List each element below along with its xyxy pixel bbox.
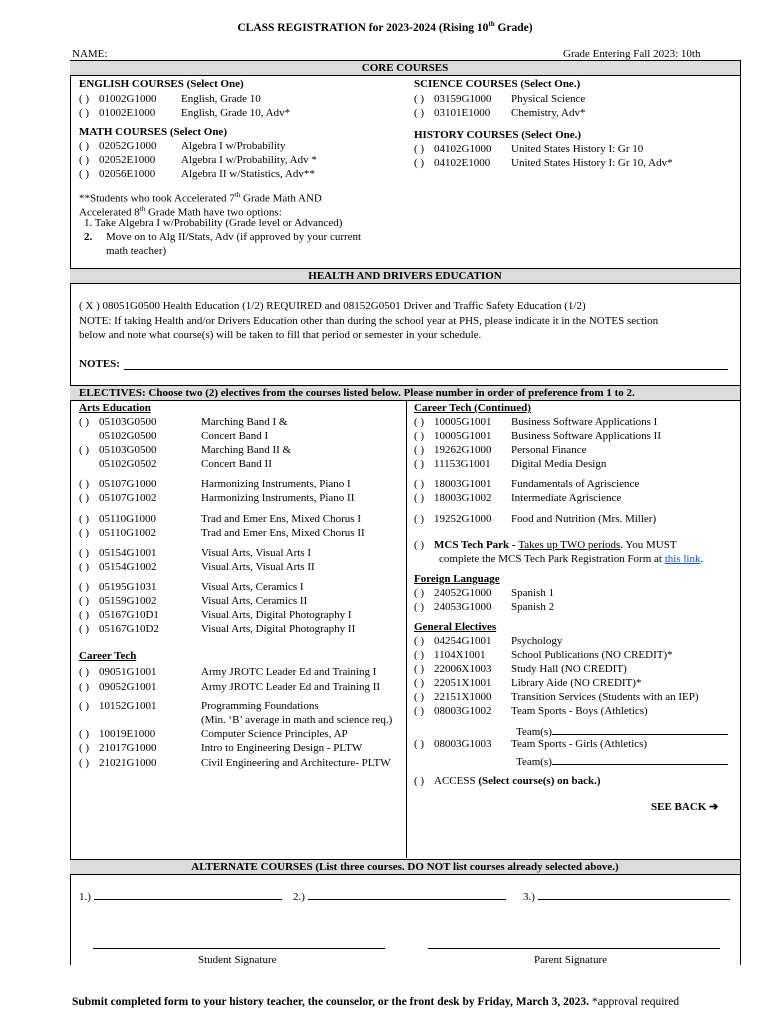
english-heading: ENGLISH COURSES (Select One) <box>79 78 244 90</box>
math-option-2: 2. Move on to Alg II/Stats, Adv (if approved by your current <box>84 231 362 243</box>
elective-row[interactable]: ( ) 24052G1000 Spanish 1 <box>414 587 555 599</box>
english-row[interactable]: ( ) 01002G1000 English, Grade 10 <box>79 93 261 105</box>
math-heading: MATH COURSES (Select One) <box>79 126 227 138</box>
elective-row[interactable]: 05102G0502 Concert Band II <box>99 458 272 470</box>
elective-row[interactable]: ( ) 05110G1000 Trad and Emer Ens, Mixed Chorus I <box>79 513 361 525</box>
student-signature-label: Student Signature <box>198 954 277 966</box>
history-heading: HISTORY COURSES (Select One.) <box>414 129 582 141</box>
elective-row[interactable]: ( ) 05159G1002 Visual Arts, Ceramics II <box>79 595 308 607</box>
electives-bar: ELECTIVES: Choose two (2) electives from the courses listed below. Please number in order of preference from 1 to 2. <box>70 385 740 401</box>
elective-row[interactable]: ( ) 04254G1001 Psychology <box>414 635 563 647</box>
elective-row[interactable]: ( ) 05167G10D1 Visual Arts, Digital Photography I <box>79 609 352 621</box>
parent-signature-label: Parent Signature <box>534 954 608 966</box>
elective-row[interactable]: ( ) 22051X1001 Library Aide (NO CREDIT)* <box>414 677 642 689</box>
math-note: **Students who took Accelerated 7th Grade Math AND <box>79 191 322 205</box>
elective-row[interactable]: ( ) 19262G1000 Personal Finance <box>414 444 587 456</box>
elective-row[interactable]: ( ) 09052G1001 Army JROTC Leader Ed and Training II <box>79 681 381 693</box>
elective-row[interactable]: ( ) 10152G1001 Programming Foundations <box>79 700 319 712</box>
health-line: ( X ) 08051G0500 Health Education (1/2) REQUIRED and 08152G0501 Driver and Traffic Safety Education (1/2) <box>79 300 586 312</box>
notes-label: NOTES: <box>79 358 120 370</box>
math-row[interactable]: ( ) 02056E1000 Algebra II w/Statistics, Adv** <box>79 168 315 180</box>
elective-row[interactable]: ( ) 08003G1002 Team Sports - Boys (Athletics) <box>414 705 648 717</box>
elective-row[interactable]: ( ) 1104X1001 School Publications (NO CREDIT)* <box>414 649 673 661</box>
history-row[interactable]: ( ) 04102G1000 United States History I: Gr 10 <box>414 143 644 155</box>
elective-row[interactable]: ( ) 05107G1000 Harmonizing Instruments, Piano I <box>79 478 351 490</box>
mcs-tech-park-row[interactable]: ( ) MCS Tech Park - Takes up TWO periods. You MUST <box>414 539 677 551</box>
elective-row[interactable]: ( ) 18003G1002 Intermediate Agriscience <box>414 492 622 504</box>
core-courses-bar: CORE COURSES <box>70 60 740 76</box>
registration-link[interactable]: this link <box>664 553 701 565</box>
math-row[interactable]: ( ) 02052G1000 Algebra I w/Probability <box>79 140 286 152</box>
elective-row[interactable]: ( ) 10005G1001 Business Software Applications I <box>414 416 658 428</box>
arts-heading: Arts Education <box>79 402 151 414</box>
health-note: NOTE: If taking Health and/or Drivers Education other than during the school year at PHS, please indicate it in the NOTES section <box>79 315 659 327</box>
elective-row[interactable]: ( ) 08003G1003 Team Sports - Girls (Athletics) <box>414 738 648 750</box>
parent-signature-line[interactable] <box>428 948 720 949</box>
elective-row[interactable]: (Min. ‘B’ average in math and science req.) <box>201 714 393 726</box>
elective-row[interactable]: ( ) 05107G1002 Harmonizing Instruments, Piano II <box>79 492 355 504</box>
team-girls-field[interactable]: Team(s) <box>516 753 728 769</box>
health-bar: HEALTH AND DRIVERS EDUCATION <box>70 268 740 284</box>
math-option-1: 1. Take Algebra I w/Probability (Grade level or Advanced) <box>84 217 343 229</box>
elective-row[interactable]: ( ) 05110G1002 Trad and Emer Ens, Mixed Chorus II <box>79 527 365 539</box>
science-row[interactable]: ( ) 03159G1000 Physical Science <box>414 93 586 105</box>
elective-row[interactable]: ( ) 05103G0500 Marching Band II & <box>79 444 292 456</box>
science-row[interactable]: ( ) 03101E1000 Chemistry, Adv* <box>414 107 586 119</box>
elective-row[interactable]: ( ) 22006X1003 Study Hall (NO CREDIT) <box>414 663 627 675</box>
general-electives-heading: General Electives <box>414 621 497 633</box>
notes-line[interactable] <box>124 369 728 370</box>
form-title: CLASS REGISTRATION for 2023-2024 (Rising 10th Grade) <box>237 20 533 34</box>
elective-row[interactable]: ( ) 22151X1000 Transition Services (Students with an IEP) <box>414 691 699 703</box>
grade-label: Grade Entering Fall 2023: 10th <box>563 48 701 60</box>
student-signature-line[interactable] <box>93 948 385 949</box>
elective-row[interactable]: ( ) 09051G1001 Army JROTC Leader Ed and Training I <box>79 666 377 678</box>
see-back-note: SEE BACK ➔ <box>651 801 719 813</box>
math-option-2-cont: math teacher) <box>106 245 167 257</box>
alternate-2-field[interactable]: 2.) <box>293 888 506 904</box>
career2-heading: Career Tech (Continued) <box>414 402 531 414</box>
elective-row[interactable]: ( ) 21017G1000 Intro to Engineering Design - PLTW <box>79 742 363 754</box>
mcs-tech-park-note: complete the MCS Tech Park Registration Form at this link. <box>439 553 704 565</box>
elective-row[interactable]: ( ) 11153G1001 Digital Media Design <box>414 458 607 470</box>
name-label: NAME: <box>72 48 108 60</box>
elective-row[interactable]: ( ) 21021G1000 Civil Engineering and Architecture- PLTW <box>79 757 391 769</box>
elective-row[interactable]: ( ) 05154G1002 Visual Arts, Visual Arts II <box>79 561 315 573</box>
foreign-language-heading: Foreign Language <box>414 573 500 585</box>
elective-row[interactable]: ( ) 05154G1001 Visual Arts, Visual Arts I <box>79 547 312 559</box>
access-row[interactable]: ( ) ACCESS (Select course(s) on back.) <box>414 775 601 787</box>
elective-row[interactable]: 05102G0500 Concert Band I <box>99 430 269 442</box>
elective-row[interactable]: ( ) 10005G1001 Business Software Applications II <box>414 430 662 442</box>
elective-row[interactable]: ( ) 24053G1000 Spanish 2 <box>414 601 555 613</box>
alternate-3-field[interactable]: 3.) <box>523 888 730 904</box>
elective-row[interactable]: ( ) 18003G1001 Fundamentals of Agriscience <box>414 478 640 490</box>
science-heading: SCIENCE COURSES (Select One.) <box>414 78 581 90</box>
submission-instructions: Submit completed form to your history teacher, the counselor, or the front desk by Friday, March 3, 2023. *approval required <box>72 996 680 1008</box>
english-row[interactable]: ( ) 01002E1000 English, Grade 10, Adv* <box>79 107 291 119</box>
elective-row[interactable]: ( ) 05195G1031 Visual Arts, Ceramics I <box>79 581 304 593</box>
career-heading: Career Tech <box>79 650 137 662</box>
health-note-cont: below and note what course(s) will be taken to fill that period or semester in your schedule. <box>79 329 482 341</box>
alternate-courses-bar: ALTERNATE COURSES (List three courses. DO NOT list courses already selected above.) <box>70 859 740 875</box>
history-row[interactable]: ( ) 04102E1000 United States History I: Gr 10, Adv* <box>414 157 673 169</box>
math-row[interactable]: ( ) 02052E1000 Algebra I w/Probability, Adv * <box>79 154 317 166</box>
elective-row[interactable]: ( ) 10019E1000 Computer Science Principles, AP <box>79 728 348 740</box>
math-note: Accelerated 8th Grade Math have two options: <box>79 205 282 219</box>
alternate-1-field[interactable]: 1.) <box>79 888 282 904</box>
elective-row[interactable]: ( ) 05167G10D2 Visual Arts, Digital Photography II <box>79 623 356 635</box>
team-boys-field[interactable]: Team(s) <box>516 723 728 739</box>
elective-row[interactable]: ( ) 05103G0500 Marching Band I & <box>79 416 288 428</box>
elective-row[interactable]: ( ) 19252G1000 Food and Nutrition (Mrs. Miller) <box>414 513 657 525</box>
